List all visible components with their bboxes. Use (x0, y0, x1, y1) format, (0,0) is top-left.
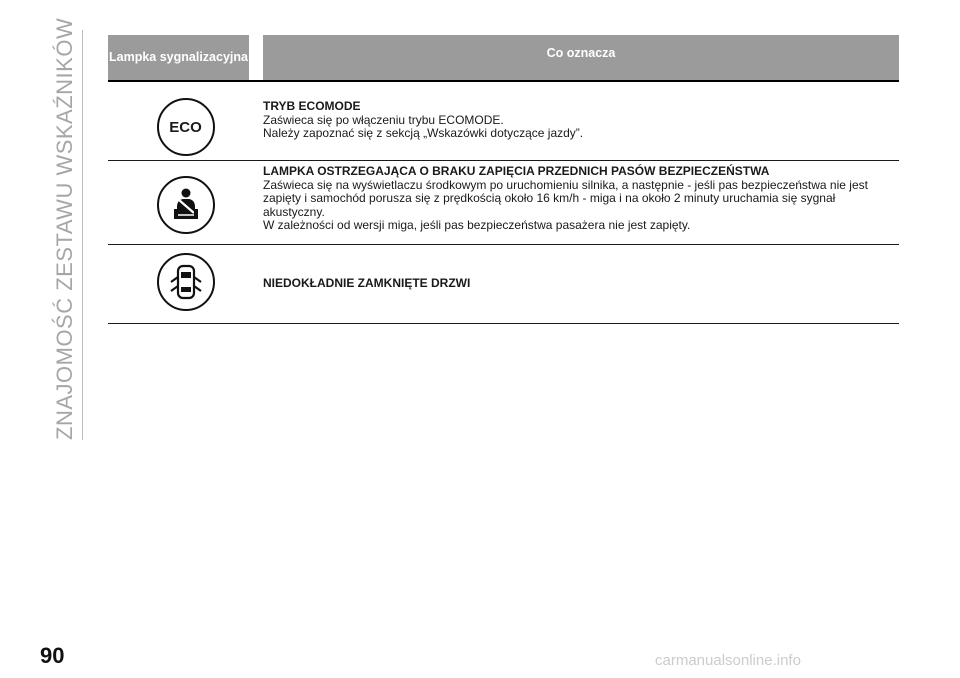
table-row (108, 245, 899, 324)
table-header (108, 35, 899, 82)
header-lamp: Lampka sygnalizacyjna (109, 50, 248, 64)
watermark: carmanualsonline.info (655, 652, 801, 669)
eco-icon-text: ECO (169, 118, 202, 136)
row-text: Zaświeca się na wyświetlaczu środkowym po uruchomieniu silnika, a następnie - jeśli pas bezpieczeństwa nie jest zapięty i samochód porusza się z prędkością około 16 km/h - miga i na około 2 minuty uruchamia się sygnał akustyczny. (263, 177, 868, 219)
seatbelt-icon (157, 176, 215, 234)
table-row (108, 161, 899, 245)
section-title: ZNAJOMOŚĆ ZESTAWU WSKAŹNIKÓW (52, 17, 77, 440)
sidebar-divider (82, 30, 83, 440)
row-text: Zaświeca się po włączeniu trybu ECOMODE. (263, 112, 504, 127)
row-title: NIEDOKŁADNIE ZAMKNIĘTE DRZWI (263, 276, 471, 290)
table-row (108, 82, 899, 161)
page-number: 90 (40, 643, 65, 668)
row-title: LAMPKA OSTRZEGAJĄCA O BRAKU ZAPIĘCIA PRZEDNICH PASÓW BEZPIECZEŃSTWA (263, 164, 770, 178)
header-meaning: Co oznacza (546, 46, 616, 60)
row-text: W zależności od wersji miga, jeśli pas bezpieczeństwa pasażera nie jest zapięty. (263, 218, 691, 232)
warning-lights-table (108, 35, 899, 324)
row-text: Należy zapoznać się z sekcją „Wskazówki dotyczące jazdy”. (263, 126, 584, 140)
row-title: TRYB ECOMODE (263, 99, 361, 113)
door-open-icon (157, 253, 215, 311)
eco-icon (157, 98, 215, 156)
